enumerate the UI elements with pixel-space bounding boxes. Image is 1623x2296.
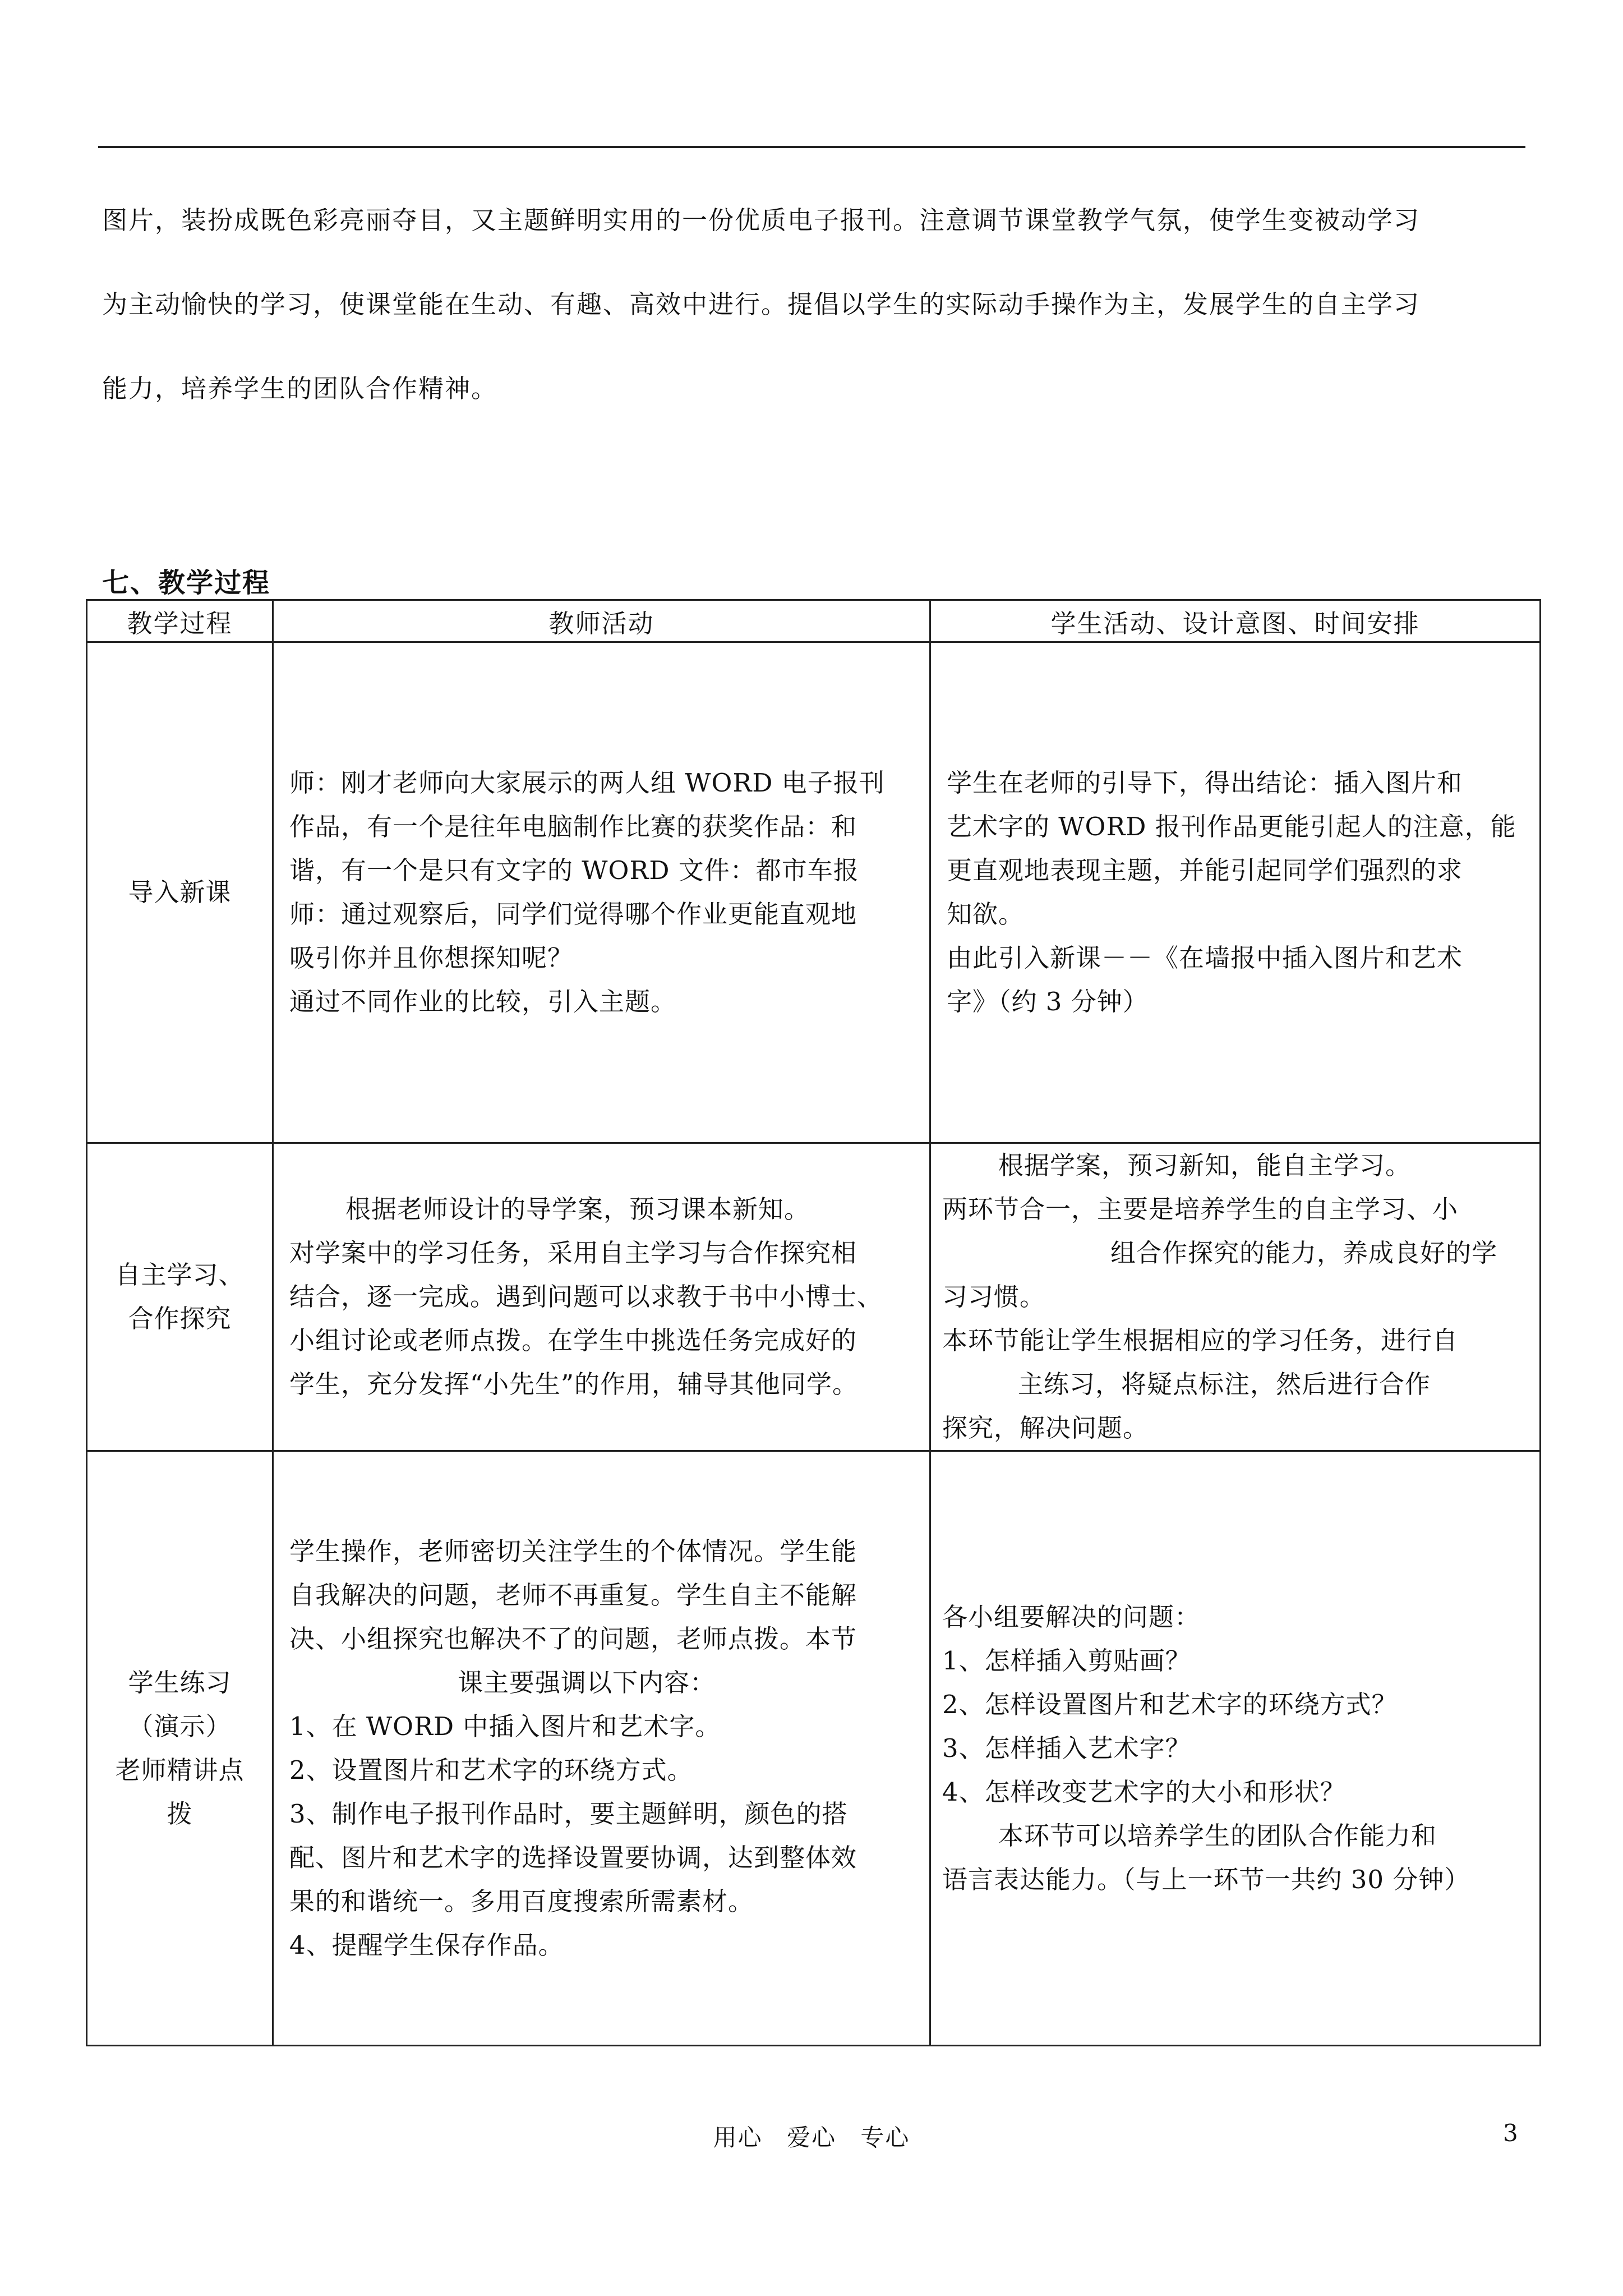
student-activity-cell [930, 642, 1541, 1143]
text-line: 小组讨论或老师点拨。在学生中挑选任务完成好的 [289, 1326, 857, 1355]
text-line: 学生操作，老师密切关注学生的个体情况。学生能 [289, 1536, 857, 1566]
text-line: 学生在老师的引导下，得出结论：插入图片和 [947, 768, 1463, 798]
text-line: 2、怎样设置图片和艺术字的环绕方式？ [942, 1689, 1398, 1719]
text-line: 根据老师设计的导学案，预习课本新知。 [345, 1194, 810, 1224]
text-line: 通过不同作业的比较，引入主题。 [289, 987, 677, 1016]
header-teacher-activity: 教师活动 [273, 600, 930, 642]
teacher-activity-cell [273, 1143, 930, 1451]
text-line: 结合，逐一完成。遇到问题可以求教于书中小博士、 [289, 1282, 883, 1312]
intro-line: 能力，培养学生的团队合作精神。 [102, 374, 498, 403]
intro-line: 为主动愉快的学习，使课堂能在生动、有趣、高效中进行。提倡以学生的实际动手操作为主，发展学生的自主学习 [102, 289, 1421, 319]
section-title: 七、教学过程 [102, 567, 271, 599]
teacher-activity-cell [273, 1451, 930, 2046]
text-line: 吸引你并且你想探知呢？ [289, 943, 574, 973]
text-line: 3、怎样插入艺术字？ [942, 1733, 1191, 1763]
text-line: 4、怎样改变艺术字的大小和形状？ [942, 1777, 1346, 1807]
text-line: 谐，有一个是只有文字的 WORD 文件：都市车报 [289, 855, 859, 885]
text-line: 艺术字的 WORD 报刊作品更能引起人的注意，能 [947, 812, 1516, 841]
teaching-process-table [86, 599, 1541, 2046]
text-line: 本环节可以培养学生的团队合作能力和 [998, 1820, 1437, 1851]
text-line: 两环节合一，主要是培养学生的自主学习、小 [942, 1194, 1459, 1224]
text-line: 学生，充分发挥“小先生”的作用，辅导其他同学。 [289, 1369, 859, 1399]
text-line: 根据学案，预习新知，能自主学习。 [998, 1151, 1412, 1180]
page-number: 3 [1503, 2119, 1518, 2147]
intro-line: 图片，装扮成既色彩亮丽夺目，又主题鲜明实用的一份优质电子报刊。注意调节课堂教学气氛，使学生变被动学习 [102, 205, 1421, 235]
text-line: 组合作探究的能力，养成良好的学 [1110, 1238, 1498, 1268]
text-line: 作品，有一个是往年电脑制作比赛的获奖作品：和 [289, 812, 857, 841]
text-line: 3、制作电子报刊作品时，要主题鲜明，颜色的搭 [289, 1798, 848, 1829]
text-line: 各小组要解决的问题： [942, 1602, 1201, 1632]
student-activity-cell [930, 1451, 1541, 2046]
stage-label: 合作探究 [128, 1304, 232, 1333]
stage-label: 自主学习、 [115, 1260, 245, 1290]
text-line: 配、图片和艺术字的选择设置要协调，达到整体效 [289, 1842, 857, 1872]
header-student-activity: 学生活动、设计意图、时间安排 [930, 600, 1541, 642]
text-line: 主练习，将疑点标注，然后进行合作 [1018, 1369, 1431, 1399]
table-row [87, 1451, 1541, 2046]
intro-paragraph [102, 178, 1527, 431]
header-rule [98, 146, 1525, 148]
text-line: 字》（约 3 分钟） [947, 987, 1149, 1016]
stage-label: 导入新课 [128, 877, 232, 907]
text-line: 1、在 WORD 中插入图片和艺术字。 [289, 1711, 721, 1741]
text-line: 果的和谐统一。多用百度搜索所需素材。 [289, 1886, 754, 1916]
text-line: 师：刚才老师向大家展示的两人组 WORD 电子报刊 [289, 768, 885, 798]
text-line: 师：通过观察后，同学们觉得哪个作业更能直观地 [289, 899, 857, 929]
text-line: 语言表达能力。（与上一环节一共约 30 分钟） [942, 1864, 1470, 1894]
text-line: 4、提醒学生保存作品。 [289, 1930, 564, 1960]
text-line: 更直观地表现主题，并能引起同学们强烈的求 [947, 855, 1463, 885]
text-line: 对学案中的学习任务，采用自主学习与合作探究相 [289, 1238, 857, 1268]
stage-label: 拨 [167, 1798, 193, 1829]
table-header-row [87, 600, 1541, 642]
text-line: 探究，解决问题。 [942, 1413, 1149, 1443]
stage-cell [87, 1451, 273, 2046]
text-line: 决、小组探究也解决不了的问题，老师点拨。本节 [289, 1623, 857, 1654]
text-line: 习习惯。 [942, 1282, 1046, 1312]
stage-label: 老师精讲点 [115, 1755, 245, 1785]
table-row [87, 1143, 1541, 1451]
stage-label: （演示） [128, 1711, 232, 1741]
text-line: 课主要强调以下内容： [458, 1667, 716, 1697]
student-activity-cell [930, 1143, 1541, 1451]
footer-motto: 用心 爱心 专心 [713, 2124, 910, 2151]
text-line: 知欲。 [947, 899, 1025, 929]
stage-cell [87, 642, 273, 1143]
text-line: 1、怎样插入剪贴画？ [942, 1645, 1191, 1676]
stage-cell [87, 1143, 273, 1451]
text-line: 自我解决的问题，老师不再重复。学生自主不能解 [289, 1580, 857, 1610]
text-line: 由此引入新课－－《在墙报中插入图片和艺术 [947, 943, 1463, 973]
table-row [87, 642, 1541, 1143]
text-line: 2、设置图片和艺术字的环绕方式。 [289, 1755, 693, 1785]
teacher-activity-cell [273, 642, 930, 1143]
text-line: 本环节能让学生根据相应的学习任务，进行自 [942, 1326, 1459, 1355]
header-stage: 教学过程 [87, 600, 273, 642]
stage-label: 学生练习 [128, 1667, 232, 1697]
